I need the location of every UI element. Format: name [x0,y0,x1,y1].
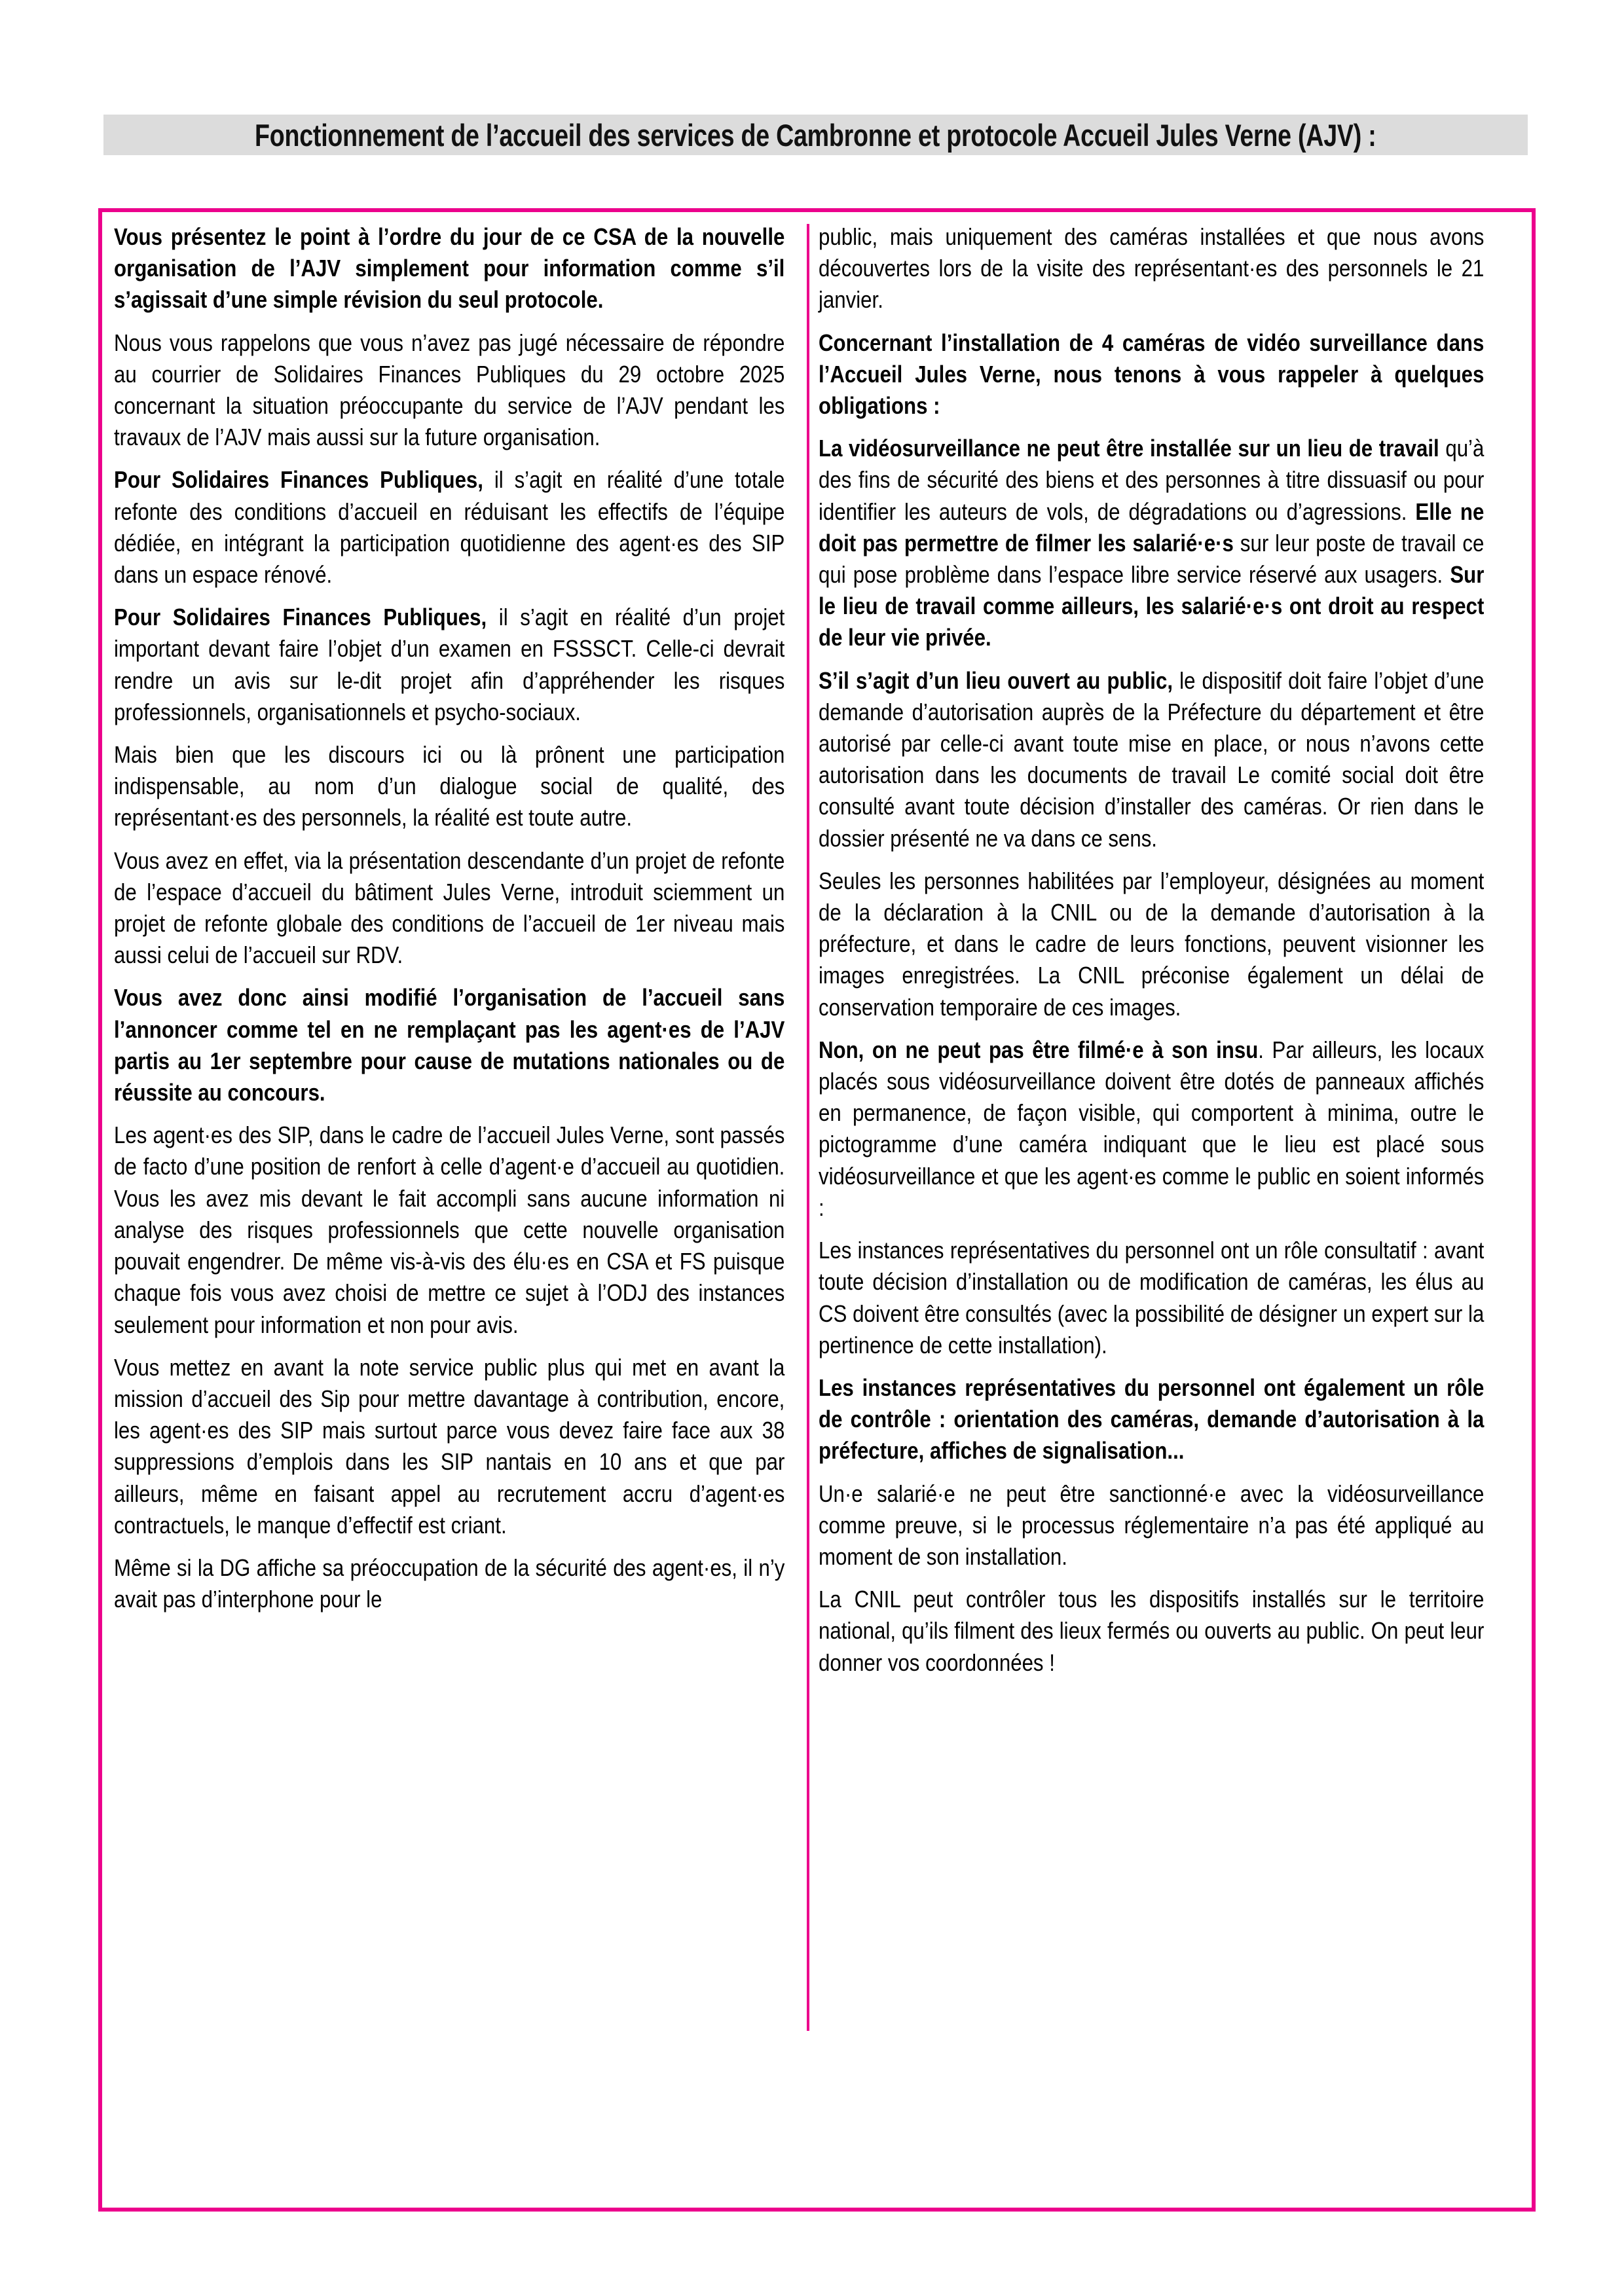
paragraph-right-5: Seules les personnes habilitées par l’employeur, désignées au moment de la déclaration à la CNIL ou de la demande d’autorisation à la préfecture, et dans le cadre de leurs fonctions, peuvent visionner les images enregistrées. La CNIL préconise également un délai de conservation temporaire de ces images. [819,867,1485,1021]
paragraph-right-6 [819,1034,1484,1224]
content-frame [98,208,1536,2212]
paragraph-right-3-lead3: Sur le lieu de travail comme ailleurs, les salarié·e·s ont droit au respect de leur vie privée. [819,561,1485,651]
paragraph-right-9: Un·e salarié·e ne peut être sanctionné·e avec la vidéosurveillance comme preuve, si le processus réglementaire n’a pas été appliqué au moment de son installation. [819,1480,1485,1570]
paragraph-left-6: Vous avez en effet, via la présentation descendante d’un projet de refonte de l’espace d’accueil du bâtiment Jules Verne, introduit sciemment un projet de refonte globale des conditions de l’accueil de 1er niveau mais aussi celui de l’accueil sur RDV. [114,847,785,969]
page-title: Fonctionnement de l’accueil des services de Cambronne et protocole Accueil Jules Verne (AJV) : [255,117,1376,153]
paragraph-left-3-lead: Pour Solidaires Finances Publiques, [114,466,483,494]
paragraph-left-9: Vous mettez en avant la note service public plus qui met en avant la mission d’accueil des Sip pour mettre davantage à contribution, encore, les agent·es des SIP mais surtout parce vous devez faire face aux 38 suppressions d’emplois dans les SIP nantais en 10 ans et que par ailleurs, même en faisant appel au recrutement accru d’agent·es contractuels, le manque d’effectif est criant. [114,1353,785,1539]
paragraph-left-7: Vous avez donc ainsi modifié l’organisation de l’accueil sans l’annoncer comme tel en ne remplaçant pas les agent·es de l’AJV partis au 1er septembre pour cause de mutations nationales ou de réussite au concours. [114,984,785,1106]
paragraph-right-2: Concernant l’installation de 4 caméras de vidéo surveillance dans l’Accueil Jules Verne, nous tenons à vous rappeler à quelques obligations : [819,329,1485,420]
paragraph-right-3-lead: La vidéosurveillance ne peut être installée sur un lieu de travail [819,435,1439,462]
two-column-layout [114,221,1520,2196]
paragraph-right-6-body: . Par ailleurs, les locaux placés sous vidéosurveillance doivent être dotés de panneaux affichés en permanence, de façon visible, qui comportent à minima, outre le pictogramme d’une caméra indiquant que le lieu est placé sous vidéosurveillance et que les agent·es comme le public en soient informés : [819,1036,1485,1221]
paragraph-left-3 [114,464,784,591]
paragraph-right-3 [819,433,1484,653]
paragraph-right-1: public, mais uniquement des caméras installées et que nous avons découvertes lors de la visite des représentant·es des personnels le 21 janvier. [819,223,1485,314]
paragraph-left-4-body: il s’agit en réalité d’un projet important devant faire l’objet d’un examen en FSSSCT. Celle-ci devrait rendre un avis sur le-dit projet afin d’appréhender les risques professionnels, organisationnels et psycho-sociaux. [114,604,785,725]
paragraph-right-3-body: qu’à des fins de sécurité des biens et des personnes à titre dissuasif ou pour identifier les auteurs de vols, de dégradations ou d’agressions. [819,435,1485,525]
paragraph-right-10: La CNIL peut contrôler tous les dispositifs installés sur le territoire national, qu’ils filment des lieux fermés ou ouverts au public. On peut leur donner vos coordonnées ! [819,1586,1485,1676]
paragraph-right-6-lead: Non, on ne peut pas être filmé·e à son insu [819,1036,1259,1063]
paragraph-right-4 [819,665,1484,854]
paragraph-left-4 [114,602,784,728]
column-divider [807,224,809,2031]
document-title-band [103,115,1528,155]
left-column [114,221,799,2196]
paragraph-left-8: Les agent·es des SIP, dans le cadre de l’accueil Jules Verne, sont passés de facto d’une position de renfort à celle d’agent·e d’accueil au quotidien. Vous les avez mis devant le fait accompli sans aucune information ni analyse des risques professionnels que cette nouvelle organisation pouvait engendrer. De même vis-à-vis des élu·es en CSA et FS puisque chaque fois vous avez choisi de mettre ce sujet à l’ODJ des instances seulement pour information et non pour avis. [114,1121,785,1338]
paragraph-right-7: Les instances représentatives du personnel ont un rôle consultatif : avant toute décision d’installation ou de modification de caméras, les élus au CS doivent être consultés (avec la possibilité de désigner un expert sur la pertinence de cette installation). [819,1237,1485,1358]
paragraph-left-10: Même si la DG affiche sa préoccupation de la sécurité des agent·es, il n’y avait pas d’interphone pour le [114,1554,785,1613]
paragraph-left-3-body: il s’agit en réalité d’une totale refonte des conditions d’accueil en réduisant les effectifs de l’équipe dédiée, en intégrant la participation quotidienne des agent·es des SIP dans un espace rénové. [114,466,785,589]
paragraph-right-3-lead2: Elle ne doit pas permettre de filmer les salarié·e·s [819,498,1485,556]
paragraph-left-2: Nous vous rappelons que vous n’avez pas jugé nécessaire de répondre au courrier de Solidaires Finances Publiques du 29 octobre 2025 concernant la situation préoccupante du service de l’AJV pendant les travaux de l’AJV mais aussi sur la future organisation. [114,329,785,451]
paragraph-left-4-lead: Pour Solidaires Finances Publiques, [114,604,487,631]
right-column [799,221,1484,2196]
paragraph-right-3-body2: sur leur poste de travail ce qui pose problème dans l’espace libre service réservé aux usagers. [819,529,1485,589]
paragraph-right-4-body: le dispositif doit faire l’objet d’une demande d’autorisation auprès de la Préfecture du département et être autorisé par celle-ci avant toute mise en place, or nous n’avons cette autorisation dans les documents de travail Le comité social doit être consulté avant toute décision d’installer des caméras. Or rien dans le dossier présenté ne va dans ce sens. [819,666,1485,852]
paragraph-right-8: Les instances représentatives du personnel ont également un rôle de contrôle : orientation des caméras, demande d’autorisation à la préfecture, affiches de signalisation... [819,1374,1485,1465]
paragraph-left-5: Mais bien que les discours ici ou là prônent une participation indispensable, au nom d’un dialogue social de qualité, des représentant·es des personnels, la réalité est toute autre. [114,741,785,831]
paragraph-right-4-lead: S’il s’agit d’un lieu ouvert au public, [819,666,1173,694]
paragraph-left-1: Vous présentez le point à l’ordre du jour de ce CSA de la nouvelle organisation de l’AJV simplement pour information comme s’il s’agissait d’une simple révision du seul protocole. [114,223,785,314]
